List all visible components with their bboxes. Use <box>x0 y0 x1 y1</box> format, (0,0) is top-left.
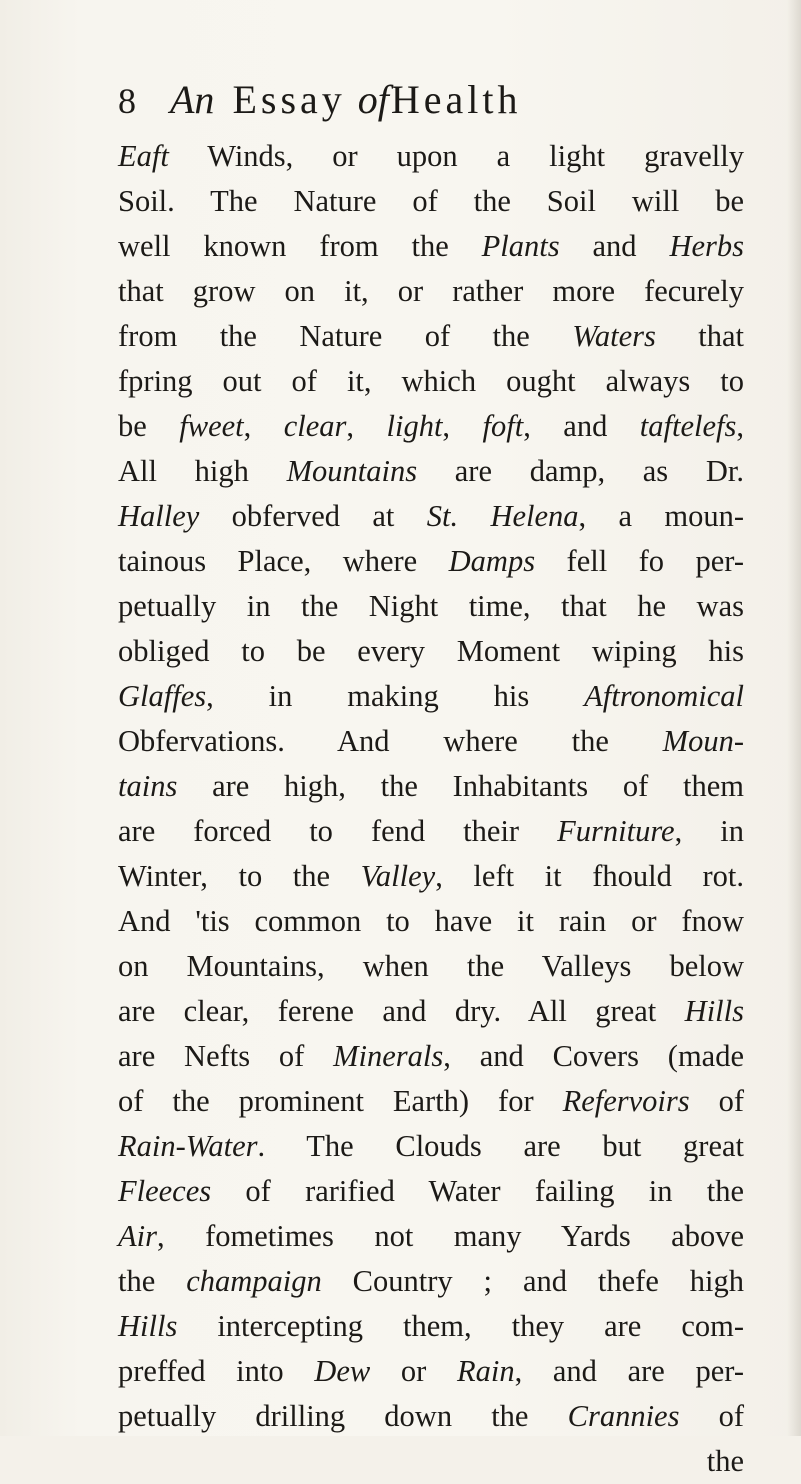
italic-word: Fleeces <box>118 1174 212 1208</box>
italic-word: foft <box>482 409 524 443</box>
text-line <box>118 1349 744 1394</box>
text-line <box>118 809 744 854</box>
header-health: Health <box>390 77 522 122</box>
text-line <box>118 764 744 809</box>
text-line <box>118 269 744 314</box>
text-line <box>118 494 744 539</box>
text-run: Country ; and thefe high <box>321 1264 744 1298</box>
text-run: Soil. The Nature of the Soil will be <box>118 184 744 218</box>
text-line <box>118 1169 744 1214</box>
text-run: , left it fhould rot. <box>435 859 744 893</box>
italic-word: Halley <box>118 499 200 533</box>
text-run: fpring out of it, which ought always to <box>118 364 744 398</box>
text-line <box>118 1304 744 1349</box>
text-run: that <box>655 319 744 353</box>
italic-word: St. Helena <box>426 499 579 533</box>
text-run: Winter, to the <box>118 859 361 893</box>
text-run: , <box>736 409 744 443</box>
text-run: on Mountains, when the Valleys below <box>118 949 744 983</box>
text-line <box>118 719 744 764</box>
body-text <box>118 134 744 1484</box>
italic-word: Mountains <box>286 454 418 488</box>
text-line <box>118 359 744 404</box>
text-line <box>118 134 744 179</box>
italic-word: Refervoirs <box>562 1084 690 1118</box>
text-line <box>118 1394 744 1439</box>
text-line <box>118 539 744 584</box>
text-run: are Nefts of <box>118 1039 334 1073</box>
text-run: are clear, ferene and dry. All great <box>118 994 685 1028</box>
text-line <box>118 944 744 989</box>
italic-word: Crannies <box>567 1399 680 1433</box>
text-line <box>118 854 744 899</box>
text-run: of <box>679 1399 744 1433</box>
text-run: are high, the Inhabitants of them <box>177 769 744 803</box>
text-run: Winds, or upon a light gravelly <box>168 139 744 173</box>
text-line <box>118 989 744 1034</box>
text-run: petually drilling down the <box>118 1399 568 1433</box>
text-line <box>118 1124 744 1169</box>
italic-word: Damps <box>448 544 536 578</box>
italic-word: Hills <box>118 1309 178 1343</box>
header-essay: Essay <box>232 77 346 122</box>
text-run: obferved at <box>199 499 427 533</box>
text-run: tainous Place, where <box>118 544 449 578</box>
text-line <box>118 674 744 719</box>
italic-word: Dew <box>314 1354 371 1388</box>
text-run: , and are per- <box>514 1354 744 1388</box>
text-run: , and <box>523 409 640 443</box>
text-line <box>118 449 744 494</box>
text-line <box>118 629 744 674</box>
text-line <box>118 1034 744 1079</box>
text-run: be <box>118 409 180 443</box>
italic-word: Valley <box>360 859 436 893</box>
text-run: fell fo per- <box>535 544 744 578</box>
text-run: well known from the <box>118 229 482 263</box>
italic-word: Minerals <box>333 1039 444 1073</box>
text-run: obliged to be every Moment wiping his <box>118 634 744 668</box>
text-run: , a moun- <box>578 499 744 533</box>
text-run: , <box>442 409 483 443</box>
text-line <box>118 224 744 269</box>
text-run: petually in the Night time, that he was <box>118 589 744 623</box>
italic-word: Rain <box>456 1354 515 1388</box>
text-run: are damp, as Dr. <box>417 454 744 488</box>
text-run: of <box>689 1084 744 1118</box>
text-run: , fometimes not many Yards above <box>156 1219 744 1253</box>
text-run: intercepting them, they are com- <box>177 1309 744 1343</box>
text-line <box>118 899 744 944</box>
italic-word: Herbs <box>669 229 744 263</box>
italic-word: Aftronomical <box>584 679 744 713</box>
text-run: Obfervations. And where the <box>118 724 663 758</box>
italic-word: taftelefs <box>639 409 737 443</box>
italic-word: Rain-Water <box>118 1129 258 1163</box>
italic-word: Hills <box>684 994 744 1028</box>
text-run: of the prominent Earth) for <box>118 1084 563 1118</box>
text-line <box>118 404 744 449</box>
catchword: the <box>706 1444 744 1478</box>
italic-word: Air <box>118 1219 157 1253</box>
text-run: , <box>243 409 284 443</box>
text-run: , and Covers (made <box>443 1039 744 1073</box>
running-header <box>118 72 738 128</box>
text-run: of rarified Water failing in the <box>211 1174 744 1208</box>
italic-word: tains <box>118 769 178 803</box>
text-line <box>118 1259 744 1304</box>
text-run: from the Nature of the <box>118 319 573 353</box>
header-of: of <box>357 77 389 122</box>
text-run: are forced to fend their <box>118 814 558 848</box>
italic-word: Plants <box>481 229 560 263</box>
text-run: that grow on it, or rather more fecurely <box>118 274 744 308</box>
italic-word: Glaffes <box>118 679 207 713</box>
text-line <box>118 179 744 224</box>
text-run: All high <box>118 454 287 488</box>
text-run: , in <box>674 814 744 848</box>
header-an: An <box>170 77 215 122</box>
italic-word: Moun- <box>662 724 744 758</box>
text-line <box>118 1214 744 1259</box>
text-run: , in making his <box>206 679 585 713</box>
italic-word: Waters <box>572 319 656 353</box>
italic-word: Eaft <box>118 139 169 173</box>
text-run: preffed into <box>118 1354 315 1388</box>
italic-word: clear <box>283 409 347 443</box>
page-number: 8 <box>118 81 136 121</box>
text-line <box>118 584 744 629</box>
page-edge-shadow <box>787 0 801 1436</box>
text-run: . The Clouds are but great <box>257 1129 744 1163</box>
text-run: or <box>370 1354 457 1388</box>
text-run: and <box>559 229 670 263</box>
text-run: the <box>118 1264 187 1298</box>
italic-word: light <box>386 409 443 443</box>
italic-word: Furniture <box>557 814 675 848</box>
italic-word: fweet <box>179 409 244 443</box>
text-line <box>118 314 744 359</box>
text-run: And 'tis common to have it rain or fnow <box>118 904 744 938</box>
text-line <box>118 1079 744 1124</box>
text-run: , <box>346 409 387 443</box>
italic-word: champaign <box>186 1264 322 1298</box>
